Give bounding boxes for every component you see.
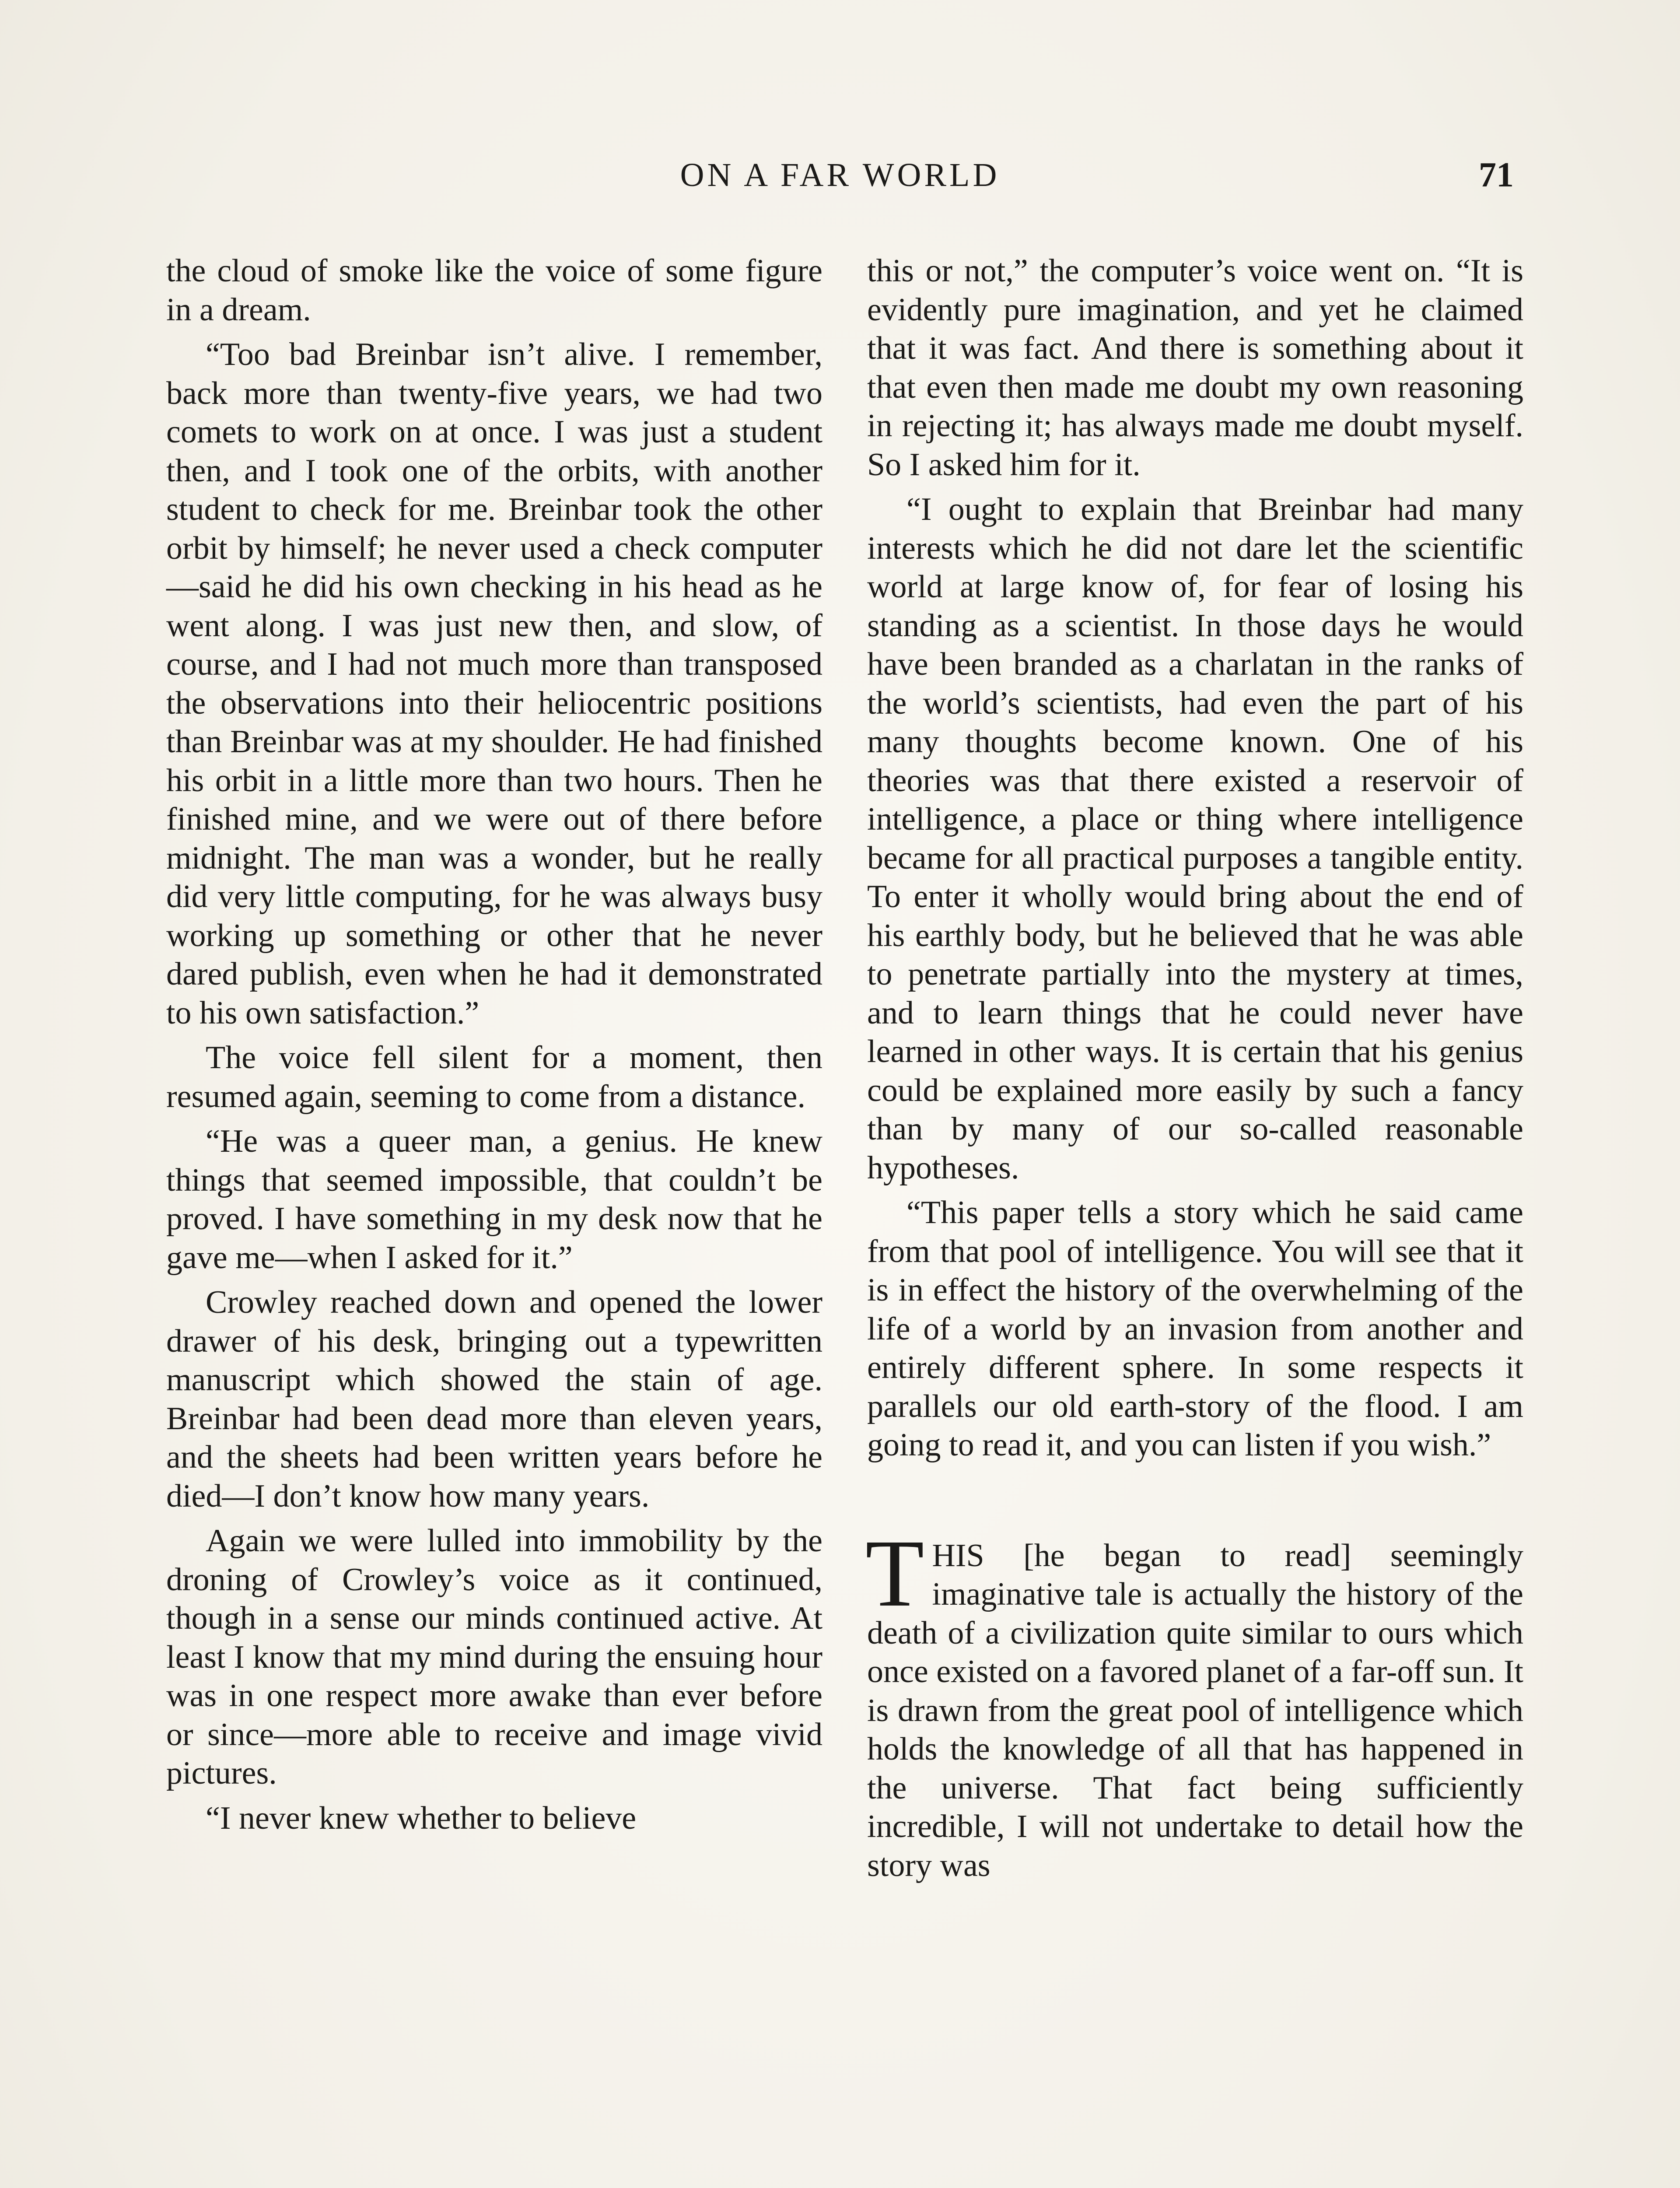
drop-cap-smallcaps: HIS <box>932 1537 984 1574</box>
paragraph: “I ought to explain that Breinbar had many interests which he did not dare let the scientific world at large know of, for fear of losing his standing as a scientist. In those days he would have been branded as a charlatan in the ranks of the world’s scientists, had even the part of his many thoughts become known. One of his theories was that there existed a reservoir of intelligence, a place or thing where intelligence became for all practical purposes a tangible entity. To enter it wholly would bring about the end of his earthly body, but he believed that he was able to penetrate partially into the mystery at times, and to learn things that he could never have learned in other ways. It is certain that his genius could be explained more easily by such a fancy than by many of our so-called reasonable hypotheses. <box>867 491 1523 1186</box>
running-title: ON A FAR WORLD <box>680 157 1000 193</box>
paragraph: Crowley reached down and opened the lower drawer of his desk, bringing out a typewritten manuscript which showed the stain of age. Breinbar had been dead more than eleven years, and the sheets had been written years before he died—I don’t know how many years. <box>166 1284 822 1514</box>
paragraph: “This paper tells a story which he said came from that pool of intelligence. You will see that it is in effect the history of the overwhelming of the life of a world by an invasion from another and entirely different sphere. In some respects it parallels our old earth-story of the flood. I am going to read it, and you can listen if you wish.” <box>867 1195 1523 1463</box>
paragraph: “Too bad Breinbar isn’t alive. I remember, back more than twenty-five years, we had two comets to work on at once. I was just a student then, and I took one of the orbits, with another student to check for me. Breinbar took the other orbit by himself; he never used a check computer—said he did his own checking in his head as he went along. I was just new then, and slow, of course, and I had not much more than transposed the observations into their heliocentric positions than Breinbar was at my shoulder. He had finished his orbit in a little more than two hours. Then he finished mine, and we were out of there before midnight. The man was a wonder, but he really did very little computing, for he was always busy working up something or other that he never dared publish, even when he had it demonstrated to his own satisfaction.” <box>166 337 822 1031</box>
paragraph: The voice fell silent for a moment, then resumed again, seeming to come from a distance. <box>166 1040 822 1115</box>
page-number: 71 <box>1479 156 1514 194</box>
paragraph: the cloud of smoke like the voice of some figure in a dream. <box>166 253 822 328</box>
dropcap-paragraph <box>865 1519 1523 1885</box>
paragraph: “I never knew whether to believe <box>206 1800 637 1836</box>
dropcap-paragraph-text: [he began to read] seemingly imaginative tale is actually the history of the death of a civilization quite similar to ours which once existed on a favored planet of a far-off sun. It is drawn from the great pool of intelligence which holds the knowledge of all that has happened in the universe. That fact being sufficiently incredible, I will not undertake to detail how the story was <box>867 1537 1523 1883</box>
left-text-column <box>166 252 822 1844</box>
right-text-column <box>867 252 1523 1891</box>
paragraph: “He was a queer man, a genius. He knew things that seemed impossible, that couldn’t be proved. I have something in my desk now that he gave me—when I asked for it.” <box>166 1123 822 1276</box>
paragraph: Again we were lulled into immobility by the droning of Crowley’s voice as it continued, though in a sense our minds continued active. At least I know that my mind during the ensuing hour was in one respect more awake than ever before or since—more able to receive and image vivid pictures. <box>166 1523 822 1791</box>
drop-cap: T <box>865 1519 924 1627</box>
running-header <box>0 151 1680 199</box>
paragraph: this or not,” the computer’s voice went on. “It is evidently pure imagination, and yet he claimed that it was fact. And there is something about it that even then made me doubt my own reasoning in rejecting it; has always made me doubt myself. So I asked him for it. <box>867 253 1523 483</box>
section-break <box>867 1471 1523 1536</box>
